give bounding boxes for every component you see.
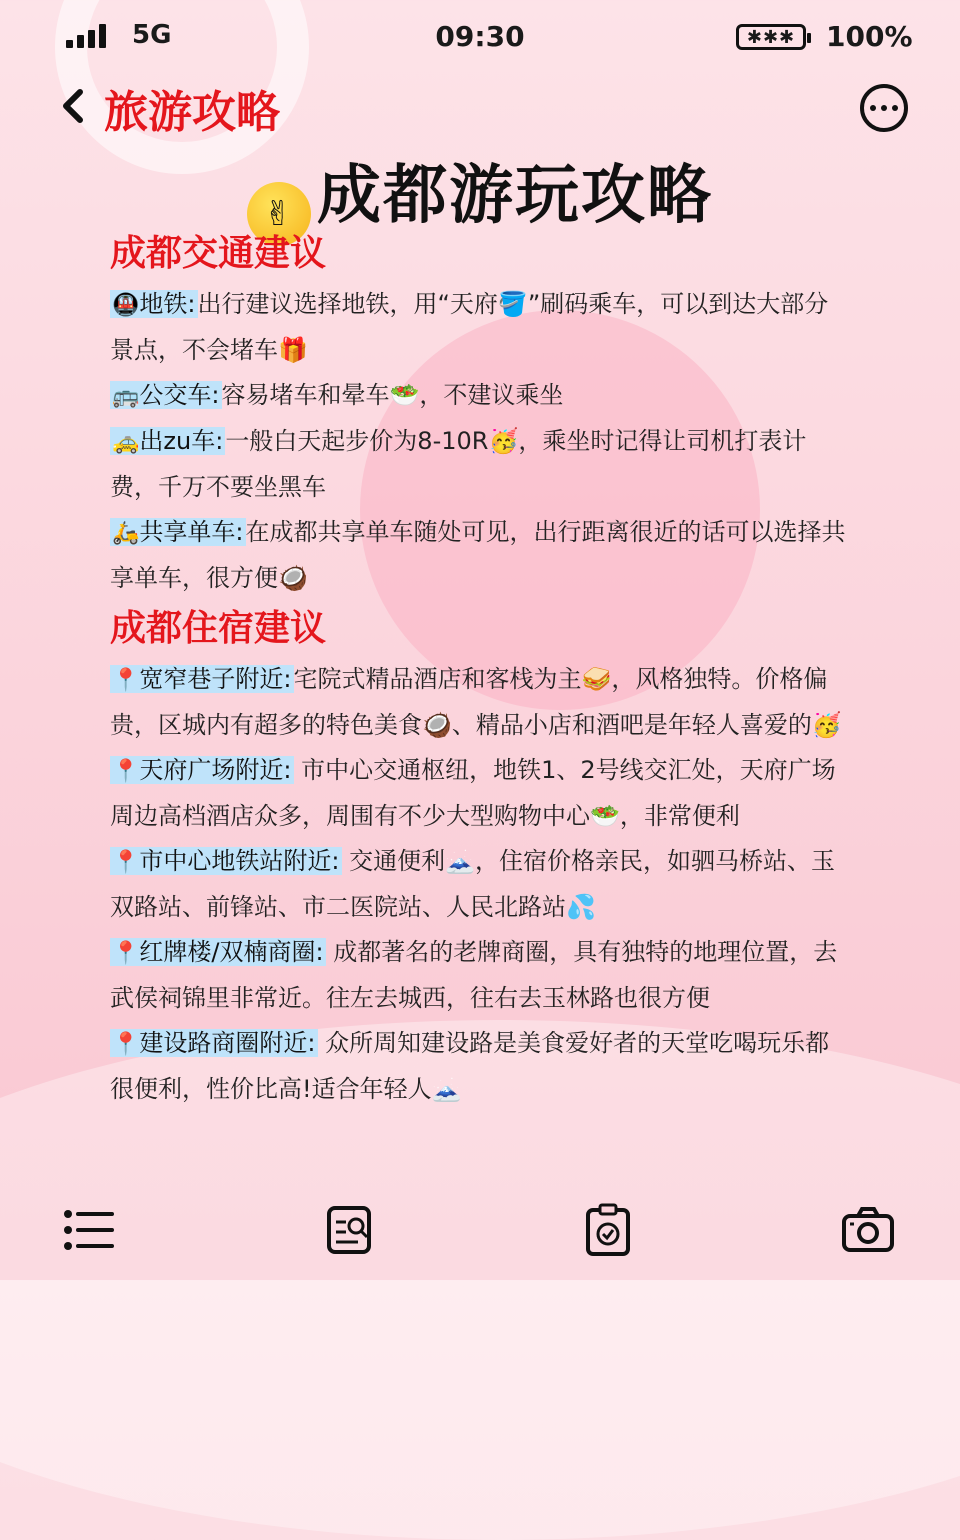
lodging-tag-kuanzhai: 📍宽窄巷子附近:	[112, 665, 292, 693]
section-heading-transport: 成都交通建议	[110, 233, 327, 274]
section-heading-lodging: 成都住宿建议	[110, 608, 327, 649]
taxi-icon: 🚕	[112, 430, 140, 455]
list-icon[interactable]	[60, 1202, 116, 1258]
lodging-item-jianshelu: 📍建设路商圈附近: 众所周知建设路是美食爱好者的天堂吃喝玩乐都很便利，性价比高!适合年轻人🗻	[110, 1029, 830, 1103]
location-pin-icon: 📍	[112, 759, 140, 784]
transport-tag-bike: 🛵共享单车:	[112, 518, 244, 546]
status-time: 09:30	[435, 20, 525, 53]
scooter-icon: 🛵	[112, 521, 140, 546]
transport-tag-taxi: 🚕出zu车:	[112, 427, 224, 455]
more-options-icon[interactable]	[860, 84, 908, 132]
transport-item-taxi: 🚕出zu车:一般白天起步价为8-10R🥳，乘坐时记得让司机打表计费，千万不要坐黑车	[110, 427, 807, 501]
lodging-tag-metro: 📍市中心地铁站附近:	[112, 847, 340, 875]
battery-icon: ✱✱✱	[736, 24, 806, 50]
lodging-item-hongpailou: 📍红牌楼/双楠商圈: 成都著名的老牌商圈，具有独特的地理位置，去武侯祠锦里非常近。往左去城西，往右去玉林路也很方便	[110, 938, 838, 1012]
transport-item-bike: 🛵共享单车:在成都共享单车随处可见，出行距离很近的话可以选择共享单车，很方便🥥	[110, 518, 846, 592]
lodging-tag-hongpailou: 📍红牌楼/双楠商圈:	[112, 938, 324, 966]
camera-icon[interactable]	[840, 1202, 896, 1258]
lodging-tag-jianshelu: 📍建设路商圈附近:	[112, 1029, 316, 1057]
transport-item-bus: 🚌公交车:容易堵车和晕车🥗，不建议乘坐	[112, 381, 564, 409]
status-bar	[0, 18, 960, 62]
nav-bar	[0, 76, 960, 140]
location-pin-icon: 📍	[112, 941, 140, 966]
lodging-item-tianfu: 📍天府广场附近: 市中心交通枢纽，地铁1、2号线交汇处，天府广场周边高档酒店众多，周围有不少大型购物中心🥗，非常便利	[110, 756, 836, 830]
bus-icon: 🚌	[112, 384, 140, 409]
lodging-item-kuanzhai: 📍宽窄巷子附近:宅院式精品酒店和客栈为主🥪，风格独特。价格偏贵，区城内有超多的特色美食🥥、精品小店和酒吧是年轻人喜爱的🥳	[110, 665, 842, 739]
clipboard-check-icon[interactable]	[580, 1202, 636, 1258]
location-pin-icon: 📍	[112, 668, 140, 693]
back-arrow-icon[interactable]	[56, 86, 92, 126]
page-title-text: 成都游玩攻略	[317, 159, 713, 233]
lodging-tag-tianfu: 📍天府广场附近:	[112, 756, 292, 784]
lodging-item-metro: 📍市中心地铁站附近: 交通便利🗻，住宿价格亲民，如驷马桥站、玉双路站、前锋站、市二医院站、人民北路站💦	[110, 847, 836, 921]
transport-tag-bus: 🚌公交车:	[112, 381, 220, 409]
location-pin-icon: 📍	[112, 850, 140, 875]
article-content	[110, 226, 850, 1112]
network-type: 5G	[132, 20, 172, 50]
smiley-victory-icon: ✌	[247, 182, 311, 246]
transport-tag-metro: 🚇地铁:	[112, 290, 196, 318]
transport-item-metro: 🚇地铁:出行建议选择地铁，用“天府🪣”刷码乘车，可以到达大部分景点，不会堵车🎁	[110, 290, 829, 364]
search-doc-icon[interactable]	[322, 1202, 378, 1258]
nav-title: 旅游攻略	[104, 87, 280, 138]
bottom-toolbar	[0, 1196, 960, 1266]
metro-icon: 🚇	[112, 293, 140, 318]
battery-percent: 100%	[826, 20, 913, 53]
location-pin-icon: 📍	[112, 1032, 140, 1057]
